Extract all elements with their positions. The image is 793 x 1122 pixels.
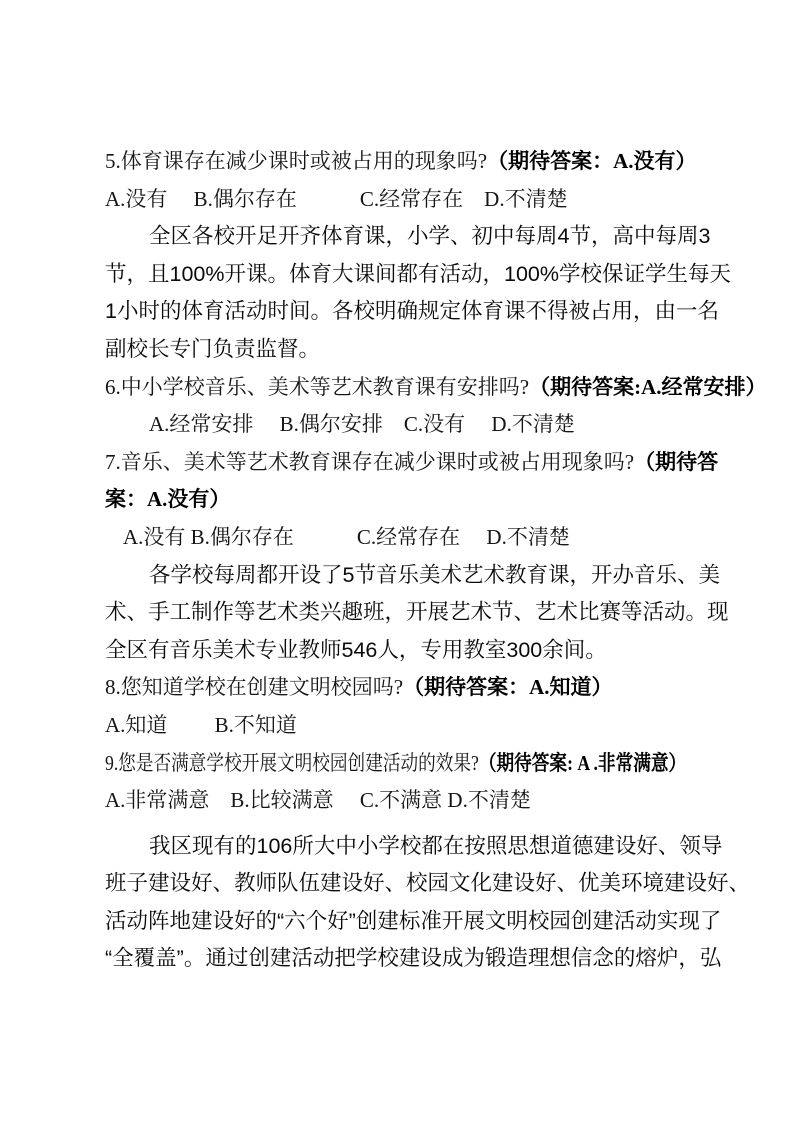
question-text: 5.体育课存在减少课时或被占用的现象吗? (105, 149, 488, 173)
paragraph-line (105, 218, 711, 256)
options-line (105, 181, 688, 219)
paragraph-line (105, 557, 720, 595)
question-line (105, 669, 688, 707)
question-text: 6.中小学校音乐、美术等艺术教育课有安排吗? (105, 374, 530, 399)
paragraph-line (105, 903, 722, 941)
paragraph-text: 全区有音乐美术专业教师546人，专用教室300余间。 (105, 637, 607, 662)
expected-answer-text: （期待答案：A.知道） (403, 675, 613, 700)
expected-answer-text: （期待答案: A .非常满意） (478, 750, 687, 775)
expected-answer-text: （期待答 (634, 449, 719, 474)
question-line (105, 745, 687, 783)
paragraph-text: 活动阵地建设好的“六个好”创建标准开展文明校园创建活动实现了 (105, 908, 722, 933)
paragraph-text: 节，且100%开课。体育大课间都有活动，100%学校保证学生每天 (105, 261, 731, 286)
question-continuation-line (105, 481, 688, 519)
question-line (105, 143, 697, 181)
paragraph-line (105, 594, 729, 632)
paragraph-text: 术、手工制作等艺术类兴趣班，开展艺术节、艺术比赛等活动。现 (105, 600, 729, 625)
paragraph-text: 1小时的体育活动时间。各校明确规定体育课不得被占用，由一名 (105, 299, 719, 324)
paragraph-line (105, 865, 751, 903)
expected-answer-text: 案：A.没有） (105, 487, 231, 512)
options-text: A.经常安排 B.偶尔安排 C.没有 D.不清楚 (149, 412, 575, 437)
question-text: 8.您知道学校在创建文明校园吗? (105, 675, 404, 700)
paragraph-line (105, 256, 731, 294)
paragraph-line (105, 632, 688, 670)
paragraph-line (105, 828, 723, 866)
options-line (105, 782, 688, 820)
options-line (105, 707, 688, 745)
paragraph-text: 各学校每周都开设了5节音乐美术艺术教育课，开办音乐、美 (149, 562, 720, 587)
question-text: 7.音乐、美术等艺术教育课存在减少课时或被占用现象吗? (105, 449, 635, 474)
options-text: A.非常满意 B.比较满意 C.不满意 D.不清楚 (105, 788, 531, 813)
paragraph-line (105, 940, 722, 978)
options-text: A.知道 B.不知道 (105, 712, 297, 737)
options-line (105, 406, 688, 444)
question-line (105, 369, 767, 407)
question-line (105, 444, 719, 482)
paragraph-line (105, 331, 688, 369)
paragraph-line (105, 293, 719, 331)
expected-answer-text: （期待答案:A.经常安排） (529, 374, 767, 399)
paragraph-text: 班子建设好、教师队伍建设好、校园文化建设好、优美环境建设好、 (105, 871, 751, 896)
question-text: 9.您是否满意学校开展文明校园创建活动的效果? (105, 750, 479, 775)
expected-answer-text: （期待答案：A.没有） (487, 149, 697, 173)
paragraph-text: 我区现有的106所大中小学校都在按照思想道德建设好、领导 (149, 833, 723, 858)
paragraph-text: 全区各校开足开齐体育课，小学、初中每周4节，高中每周3 (149, 224, 711, 249)
paragraph-text: “全覆盖”。通过创建活动把学校建设成为锻造理想信念的熔炉，弘 (105, 946, 722, 971)
options-line (105, 519, 688, 557)
options-text: A.没有 B.偶尔存在 C.经常存在 D.不清楚 (123, 524, 570, 549)
document-content (105, 143, 767, 978)
paragraph-text: 副校长专门负责监督。 (105, 336, 321, 361)
options-text: A.没有 B.偶尔存在 C.经常存在 D.不清楚 (105, 186, 568, 211)
